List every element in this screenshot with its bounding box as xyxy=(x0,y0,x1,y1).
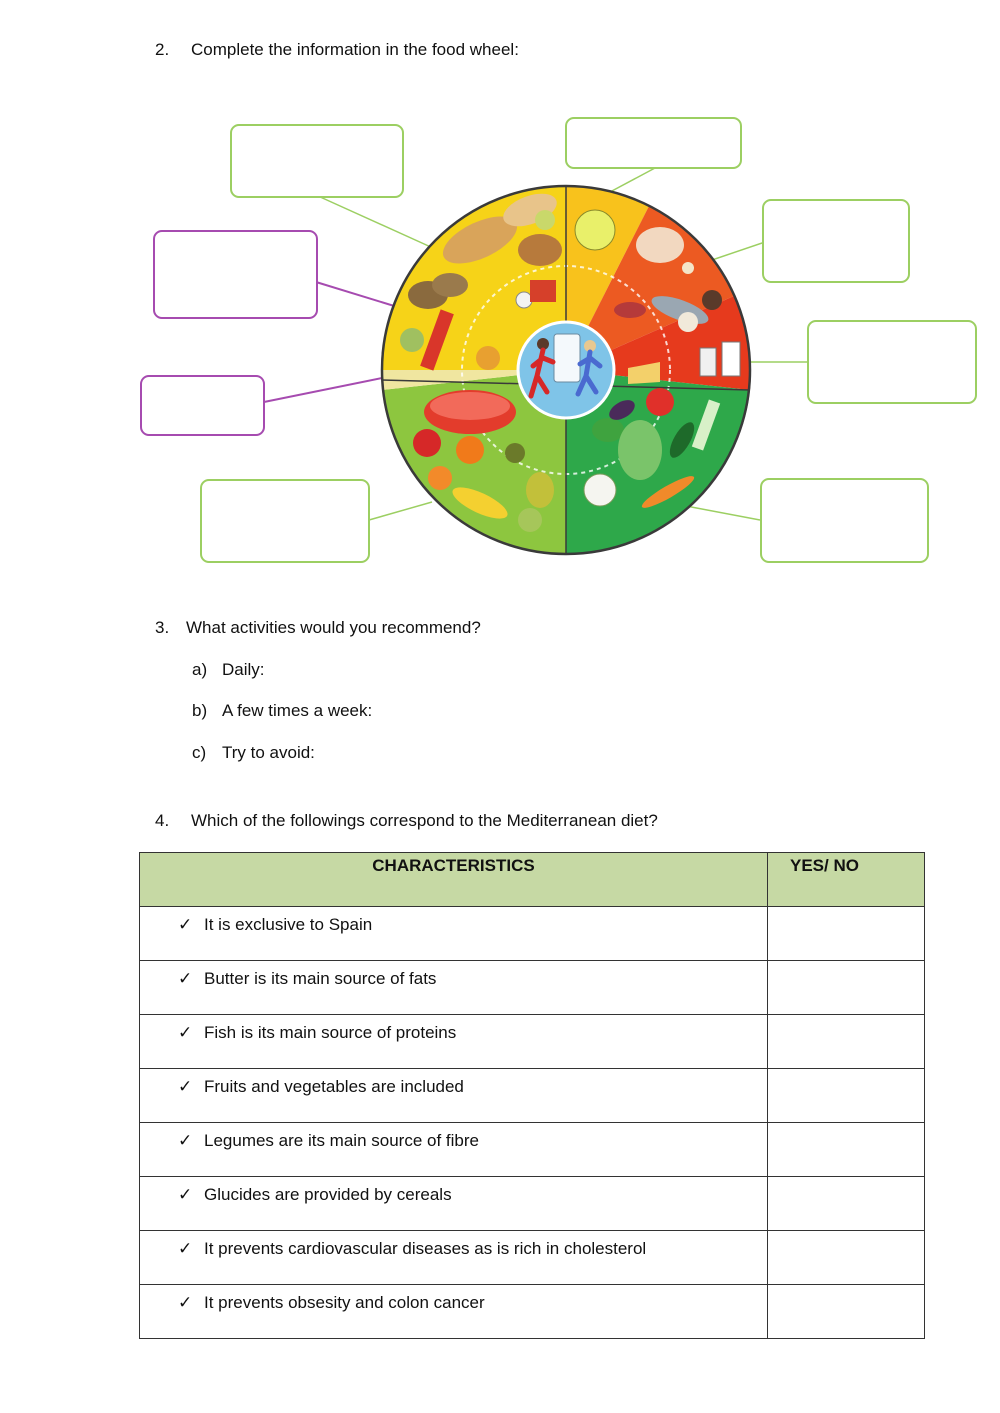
water-glass-icon xyxy=(554,334,580,382)
pot-icon xyxy=(516,292,532,308)
table-row xyxy=(140,961,925,1015)
beans-icon xyxy=(678,312,698,332)
characteristic-cell xyxy=(140,1123,768,1177)
characteristic-text: It prevents cardiovascular diseases as is rich in cholesterol xyxy=(204,1239,647,1258)
question-3-number: 3. xyxy=(155,618,170,637)
chicken-icon xyxy=(636,227,684,263)
yes-no-cell[interactable] xyxy=(768,961,925,1015)
oil-jar-icon xyxy=(535,210,555,230)
check-icon: ✓ xyxy=(178,1239,193,1258)
muffin-icon xyxy=(476,346,500,370)
question-3-text: What activities would you recommend? xyxy=(186,618,481,637)
activity-item xyxy=(192,743,315,763)
milk-icon xyxy=(700,348,716,376)
grapes-icon xyxy=(518,508,542,532)
check-icon: ✓ xyxy=(178,969,193,988)
box-icon xyxy=(530,280,556,302)
sausage-icon xyxy=(614,302,646,318)
characteristic-text: It prevents obsesity and colon cancer xyxy=(204,1293,485,1312)
answer-box-activity[interactable] xyxy=(153,230,318,319)
characteristic-cell xyxy=(140,1177,768,1231)
lettuce-icon xyxy=(618,420,662,480)
yes-no-cell[interactable] xyxy=(768,1123,925,1177)
characteristic-cell xyxy=(140,961,768,1015)
check-icon: ✓ xyxy=(178,1293,193,1312)
activity-letter: b) xyxy=(192,701,208,720)
table-row xyxy=(140,1123,925,1177)
characteristic-text: Glucides are provided by cereals xyxy=(204,1185,452,1204)
milk-carton-icon xyxy=(722,342,740,376)
characteristic-text: Fruits and vegetables are included xyxy=(204,1077,464,1096)
peach-icon xyxy=(428,466,452,490)
activity-item xyxy=(192,701,372,721)
question-2-number: 2. xyxy=(155,40,170,59)
answer-box-dairy[interactable] xyxy=(807,320,977,404)
check-icon: ✓ xyxy=(178,1185,193,1204)
characteristic-text: Legumes are its main source of fibre xyxy=(204,1131,479,1150)
apple-icon xyxy=(413,429,441,457)
rice-bowl-icon xyxy=(400,328,424,352)
activity-text: A few times a week: xyxy=(222,701,373,720)
yes-no-cell[interactable] xyxy=(768,1015,925,1069)
yes-no-cell[interactable] xyxy=(768,1285,925,1339)
question-3 xyxy=(155,618,481,638)
table-header-row xyxy=(140,853,925,907)
characteristic-text: Butter is its main source of fats xyxy=(204,969,437,988)
answer-box-water[interactable] xyxy=(140,375,265,436)
tomato-icon xyxy=(646,388,674,416)
header-characteristics: CHARACTERISTICS xyxy=(140,853,768,907)
question-2 xyxy=(155,40,519,60)
activity-text: Try to avoid: xyxy=(222,743,315,762)
header-yes-no: YES/ NO xyxy=(768,853,925,907)
watermelon-flesh-icon xyxy=(430,392,510,420)
connector-line xyxy=(318,196,433,248)
pepper-icon xyxy=(592,418,624,442)
connector-line xyxy=(369,502,432,520)
table-row xyxy=(140,1015,925,1069)
food-wheel-section xyxy=(0,100,1000,580)
question-2-text: Complete the information in the food wheel: xyxy=(191,40,519,59)
connector-line xyxy=(686,506,760,520)
table-row xyxy=(140,1069,925,1123)
yes-no-cell[interactable] xyxy=(768,1231,925,1285)
activity-text: Daily: xyxy=(222,660,265,679)
pear-icon xyxy=(526,472,554,508)
yes-no-cell[interactable] xyxy=(768,907,925,961)
answer-box-fruits[interactable] xyxy=(200,479,370,563)
characteristic-cell xyxy=(140,1015,768,1069)
check-icon: ✓ xyxy=(178,1131,193,1150)
table-row xyxy=(140,907,925,961)
check-icon: ✓ xyxy=(178,1077,193,1096)
characteristic-cell xyxy=(140,1069,768,1123)
orange-icon xyxy=(456,436,484,464)
question-4-text: Which of the followings correspond to the Mediterranean diet? xyxy=(191,811,658,830)
connector-line xyxy=(712,242,765,260)
yes-no-cell[interactable] xyxy=(768,1177,925,1231)
answer-box-vegetables[interactable] xyxy=(760,478,929,563)
answer-box-cereals[interactable] xyxy=(230,124,404,198)
table-row xyxy=(140,1285,925,1339)
question-4-number: 4. xyxy=(155,811,170,830)
activity-letter: a) xyxy=(192,660,208,679)
answer-box-oils[interactable] xyxy=(565,117,742,169)
yes-no-cell[interactable] xyxy=(768,1069,925,1123)
characteristics-table xyxy=(139,852,925,1339)
connector-line xyxy=(610,168,655,192)
lentils-icon xyxy=(702,290,722,310)
characteristic-cell xyxy=(140,1285,768,1339)
egg-icon xyxy=(682,262,694,274)
question-4 xyxy=(155,811,658,831)
characteristic-cell xyxy=(140,907,768,961)
potato-icon xyxy=(432,273,468,297)
activity-letter: c) xyxy=(192,743,207,762)
kiwi-icon xyxy=(505,443,525,463)
table-row xyxy=(140,1231,925,1285)
olive-oil-icon xyxy=(575,210,615,250)
loaf-icon xyxy=(518,234,562,266)
answer-box-proteins[interactable] xyxy=(762,199,910,283)
table-row xyxy=(140,1177,925,1231)
check-icon: ✓ xyxy=(178,1023,193,1042)
characteristic-text: It is exclusive to Spain xyxy=(204,915,373,934)
characteristic-cell xyxy=(140,1231,768,1285)
characteristic-text: Fish is its main source of proteins xyxy=(204,1023,457,1042)
cauliflower-icon xyxy=(584,474,616,506)
activity-item xyxy=(192,660,265,680)
check-icon: ✓ xyxy=(178,915,193,934)
